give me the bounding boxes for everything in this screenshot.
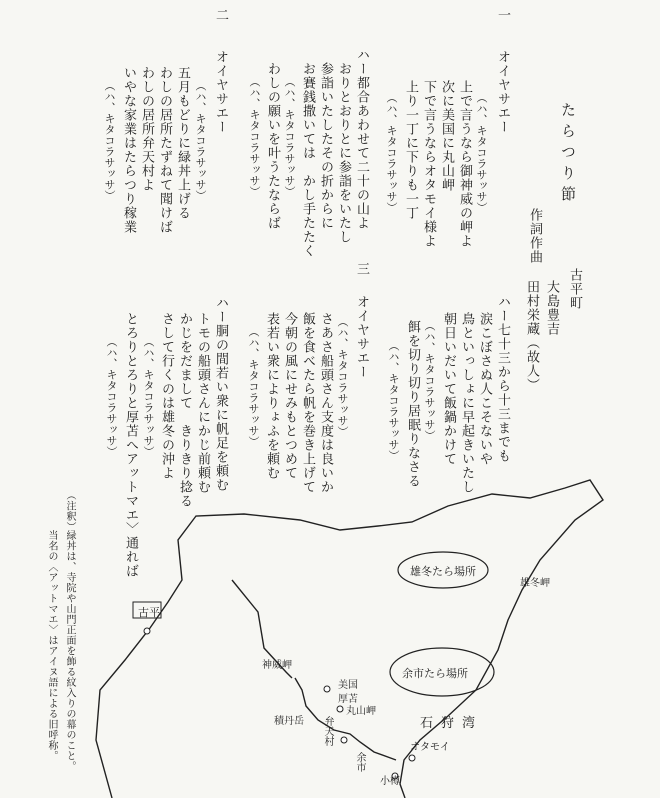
verse-line: わしの願いを叶うたならば xyxy=(265,62,280,230)
place-label: 雄冬岬 xyxy=(520,578,550,589)
verse-line: （ハ、キタコラサッサ） xyxy=(283,76,296,197)
verse-line: とろりとろりと厚苫へアットマエ〉通れば xyxy=(123,312,138,578)
verse-line: 下で言うならオタモイ様よ xyxy=(421,80,436,248)
verse-line: （ハ、キタコラサッサ） xyxy=(385,92,398,213)
place-label: 厚苫 xyxy=(338,694,358,705)
verse-line: 鳥といっしょに早起きいたし xyxy=(459,312,474,494)
verse-line: 飯を食べたら帆を巻き上げて xyxy=(300,312,315,494)
verse-line: おりとおりとに参詣をいたし xyxy=(336,62,351,244)
song-title: たらつり節 xyxy=(559,102,577,207)
verse-line: 五月もどりに緑丼上げる xyxy=(175,66,190,220)
fishing-ground-label: 雄冬たら場所 xyxy=(410,565,476,578)
verse-line: オイヤサエー xyxy=(354,295,369,379)
fishing-ground-label: 余市たら場所 xyxy=(402,667,468,680)
verse-line: （ハ、キタコラサッサ） xyxy=(475,92,488,213)
note-line: 当名の〈アットマエ〉はアイヌ語による旧呼称。 xyxy=(46,530,57,761)
place-label: 余市 xyxy=(354,752,365,772)
place-label: 神威岬 xyxy=(262,660,292,671)
place-label: 古平 xyxy=(138,606,160,619)
place-dot xyxy=(324,686,330,692)
verse-line: （ハ、キタコラサッサ） xyxy=(248,76,261,197)
verse-line: （ハ、キタコラサッサ） xyxy=(423,320,436,441)
verse-line: かじをだまして きりきり捻る xyxy=(177,312,192,508)
place-label: 美国 xyxy=(338,680,358,691)
verse-line: ハー七十三から十三までも xyxy=(495,295,510,463)
note-line: 緑丼は、寺院や山門正面を飾る紋入りの幕のこと。 xyxy=(64,530,75,772)
verse-line: （ハ、キタコラサッサ） xyxy=(105,336,118,457)
verse-line: ハー都合あわせて二十の山よ xyxy=(354,48,369,230)
verse-line: ハー胴の間若い衆に帆足を頼む xyxy=(213,296,228,492)
verse-line: （ハ、キタコラサッサ） xyxy=(336,316,349,437)
verse-line: さして行くのは雄冬の沖よ xyxy=(159,312,174,480)
place-dot xyxy=(409,755,415,761)
place-dot xyxy=(337,706,343,712)
note-heading: （注釈） xyxy=(64,490,75,532)
verse-line: （ハ、キタコラサッサ） xyxy=(247,326,260,447)
verse-line: 次に美国に丸山岬 xyxy=(439,80,454,192)
verse-line: わしの居所弁天村よ xyxy=(139,66,154,192)
place-label: 小樽 xyxy=(380,776,400,787)
verse-line: 参詣いたしたその折からに xyxy=(318,62,333,230)
composer-name: 大島豊吉 xyxy=(544,280,559,336)
verse-line: トモの船頭さんにかじ前頼む xyxy=(195,312,210,494)
verse-line: お賽銭撒いては かし手たたく xyxy=(300,62,315,258)
verse-line: （ハ、キタコラサッサ） xyxy=(103,80,116,201)
verse-line: 今朝の風にせみもとつめて xyxy=(282,312,297,480)
composer-name: 田村栄蔵（故人） xyxy=(524,280,539,392)
verse-line: 表若い衆によりょふを頼む xyxy=(264,312,279,480)
place-dot xyxy=(341,737,347,743)
town-name: 古平町 xyxy=(567,268,582,310)
place-label: 積丹岳 xyxy=(274,716,304,727)
verse-line: さあさ船頭さん支度は良いか xyxy=(318,312,333,494)
place-label: 丸山岬 xyxy=(346,706,376,717)
verse-line: 朝日いだいて飯鍋かけて xyxy=(441,312,456,466)
verse-number: 一 xyxy=(495,8,510,22)
place-label: 弁天村 xyxy=(322,716,333,746)
credit-label: 作詞作曲 xyxy=(527,208,542,264)
place-dot xyxy=(144,628,150,634)
place-label: オタモイ xyxy=(410,742,450,753)
verse-line: 涙こぼさぬ人こそないや xyxy=(477,312,492,466)
verse-line: （ハ、キタコラサッサ） xyxy=(194,80,207,201)
verse-number: 二 xyxy=(213,8,228,22)
verse-line: オイヤサエー xyxy=(213,50,228,134)
place-label: 石狩湾 xyxy=(420,716,484,731)
verse-line: （ハ、キタコラサッサ） xyxy=(142,336,155,457)
verse-line: 餌を切り切り居眠りなさる xyxy=(405,320,420,488)
verse-number: 三 xyxy=(354,262,369,276)
verse-line: 上で言うなら御神威の岬よ xyxy=(457,80,472,248)
verse-line: 上り一丁に下りも一丁 xyxy=(403,80,418,220)
verse-line: いやな家業はたらつり稼業 xyxy=(121,66,136,234)
verse-line: （ハ、キタコラサッサ） xyxy=(387,340,400,461)
verse-line: わしの居所たずねて聞けば xyxy=(157,66,172,234)
verse-line: オイヤサエー xyxy=(495,50,510,134)
